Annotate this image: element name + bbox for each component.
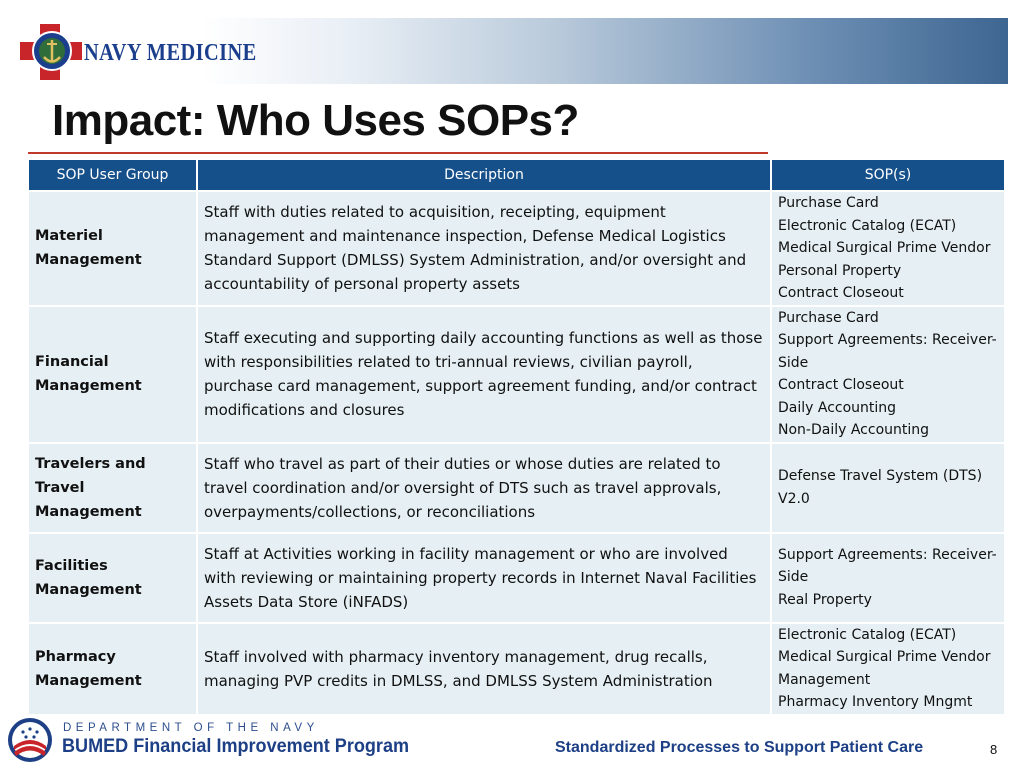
- user-group-line: Management: [35, 503, 142, 520]
- sop-item: Medical Surgical Prime Vendor Management: [778, 649, 991, 688]
- column-header-group: SOP User Group: [28, 159, 197, 191]
- title-divider: [28, 152, 768, 154]
- table-row: [28, 623, 1005, 715]
- page-title: Impact: Who Uses SOPs?: [52, 96, 579, 145]
- sop-item: Contract Closeout: [778, 285, 904, 301]
- user-group-line: Management: [35, 672, 142, 689]
- user-group-cell: [28, 191, 197, 306]
- program-name: BUMED Financial Improvement Program: [62, 736, 410, 757]
- sop-item: Electronic Catalog (ECAT): [778, 217, 957, 234]
- sop-table: [27, 158, 1006, 716]
- department-label: DEPARTMENT OF THE NAVY: [63, 722, 319, 734]
- navy-medicine-emblem-icon: [18, 22, 88, 82]
- user-group-line: Travelers and: [35, 455, 146, 472]
- sops-cell: [771, 623, 1005, 715]
- footer-tagline: Standardized Processes to Support Patient Care: [555, 739, 924, 756]
- user-group-line: Management: [35, 252, 142, 269]
- flag-seal-icon: [6, 716, 54, 764]
- description-cell: Staff at Activities working in facility management or who are involved with reviewing or maintaining property records in Internet Naval Facilities Assets Data Store (iNFADS): [197, 533, 771, 623]
- sop-item: Non-Daily Accounting: [778, 422, 930, 438]
- sop-item: Support Agreements: Receiver-Side: [778, 546, 997, 586]
- description-cell: Staff executing and supporting daily accounting functions as well as those with responsibilities related to tri-annual reviews, civilian payroll, purchase card management, support agreement funding, and/or contract modifications and closures: [197, 306, 771, 443]
- user-group-line: Management: [35, 378, 142, 394]
- table-header-row: [28, 159, 1005, 191]
- table-row: [28, 443, 1005, 533]
- sop-item: Personal Property: [778, 262, 902, 279]
- sop-item: Daily Accounting: [778, 399, 897, 416]
- user-group-cell: [28, 623, 197, 715]
- sops-cell: [771, 443, 1005, 533]
- table-row: [28, 533, 1005, 623]
- user-group-cell: [28, 443, 197, 533]
- sop-item: Defense Travel System (DTS) V2.0: [778, 468, 983, 507]
- user-group-line: Financial: [35, 354, 109, 370]
- sop-item: Purchase Card: [778, 309, 879, 326]
- sop-item: Contract Closeout: [778, 377, 904, 393]
- sops-cell: [771, 533, 1005, 623]
- user-group-cell: [28, 533, 197, 623]
- description-cell: Staff who travel as part of their duties or whose duties are related to travel coordination and/or oversight of DTS such as travel approvals, overpayments/collections, or reconciliations: [197, 443, 771, 533]
- sop-item: Pharmacy Inventory Mngmt: [778, 694, 973, 710]
- table-row: [28, 306, 1005, 443]
- sop-item: Medical Surgical Prime Vendor: [778, 240, 991, 256]
- column-header-sops: SOP(s): [771, 159, 1005, 191]
- user-group-line: Travel: [35, 479, 85, 496]
- logo-text: NAVY MEDICINE: [84, 40, 257, 66]
- description-cell: Staff involved with pharmacy inventory management, drug recalls, managing PVP credits in DMLSS, and DMLSS System Administration: [197, 623, 771, 715]
- user-group-line: Materiel: [35, 228, 103, 245]
- sop-item: Support Agreements: Receiver-Side: [778, 332, 997, 371]
- table-row: [28, 191, 1005, 306]
- description-cell: Staff with duties related to acquisition, receipting, equipment management and maintenance inspection, Defense Medical Logistics Standard Support (DMLSS) System Administration, and/or oversight and accountability of personal property assets: [197, 191, 771, 306]
- sop-item: Real Property: [778, 591, 872, 608]
- sops-cell: [771, 191, 1005, 306]
- department-seal: [6, 716, 54, 764]
- sop-item: Electronic Catalog (ECAT): [778, 626, 957, 643]
- page-number: 8: [990, 742, 998, 757]
- user-group-line: Pharmacy: [35, 648, 116, 665]
- sops-cell: [771, 306, 1005, 443]
- user-group-cell: [28, 306, 197, 443]
- user-group-line: Facilities: [35, 557, 108, 574]
- sop-item: Purchase Card: [778, 195, 879, 211]
- column-header-description: Description: [197, 159, 771, 191]
- user-group-line: Management: [35, 581, 142, 598]
